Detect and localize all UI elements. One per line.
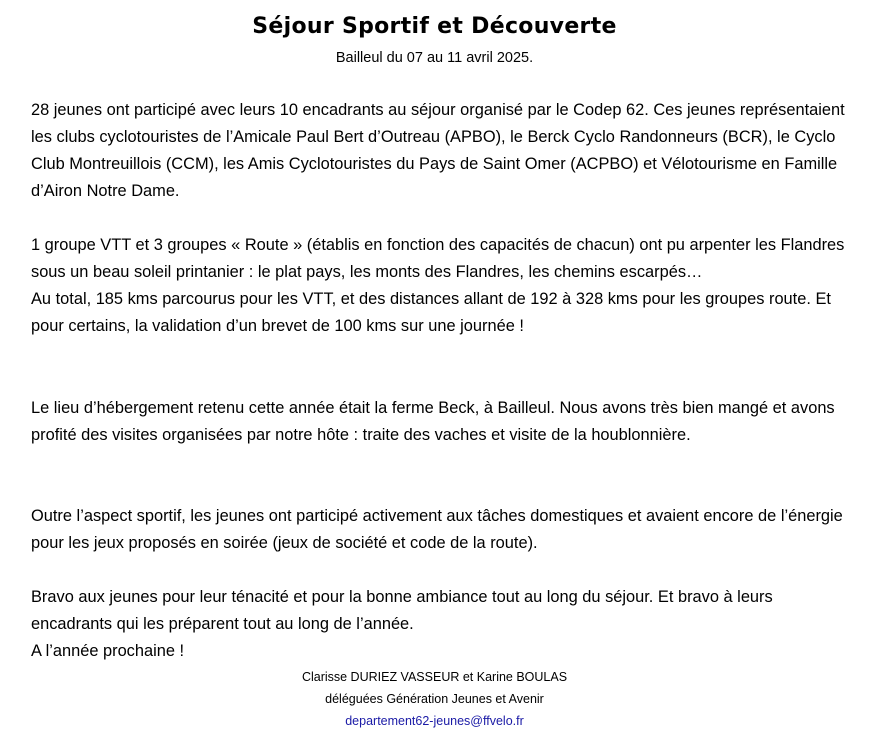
- paragraph-accommodation: Le lieu d’hébergement retenu cette année était la ferme Beck, à Bailleul. Nous avons très bien mangé et avons profité des visites organisées par notre hôte : traite des vaches et visite de la houblonnière.: [31, 399, 835, 444]
- paragraph-block-1: [31, 97, 846, 205]
- document-title: Séjour Sportif et Découverte: [252, 14, 617, 39]
- paragraph-block-3: [31, 395, 846, 449]
- paragraph-closing: A l’année prochaine !: [31, 642, 185, 660]
- paragraph-congratulations: Bravo aux jeunes pour leur ténacité et pour la bonne ambiance tout au long du séjour. Et bravo à leurs encadrants qui les préparent tout au long de l’année.: [31, 588, 773, 633]
- paragraph-block-4: [31, 503, 846, 557]
- signature-block: [0, 666, 869, 732]
- paragraph-participants: 28 jeunes ont participé avec leurs 10 encadrants au séjour organisé par le Codep 62. Ces jeunes représentaient les clubs cyclotouristes de l’Amicale Paul Bert d’Outreau (APBO), le Berck Cyclo Randonneurs (BCR), le Cyclo Club Montreuillois (CCM), les Amis Cyclotouristes du Pays de Saint Omer (ACPBO) et Vélotourisme en Famille d’Airon Notre Dame.: [31, 101, 845, 200]
- paragraph-block-5: [31, 584, 846, 665]
- paragraph-groups: 1 groupe VTT et 3 groupes « Route » (établis en fonction des capacités de chacun) ont pu arpenter les Flandres sous un beau soleil printanier : le plat pays, les monts des Flandres, les chemins escarpés…: [31, 236, 845, 281]
- paragraph-block-2: [31, 232, 846, 340]
- signature-email-link[interactable]: departement62-jeunes@ffvelo.fr: [345, 714, 524, 728]
- document-subtitle: Bailleul du 07 au 11 avril 2025.: [335, 50, 534, 66]
- signature-role: déléguées Génération Jeunes et Avenir: [325, 692, 544, 706]
- paragraph-distances: Au total, 185 kms parcourus pour les VTT, et des distances allant de 192 à 328 kms pour les groupes route. Et pour certains, la validation d’un brevet de 100 kms sur une journée !: [31, 290, 831, 335]
- paragraph-activities: Outre l’aspect sportif, les jeunes ont participé activement aux tâches domestiques et avaient encore de l’énergie pour les jeux proposés en soirée (jeux de société et code de la route).: [31, 507, 843, 552]
- signature-names: Clarisse DURIEZ VASSEUR et Karine BOULAS: [301, 670, 568, 684]
